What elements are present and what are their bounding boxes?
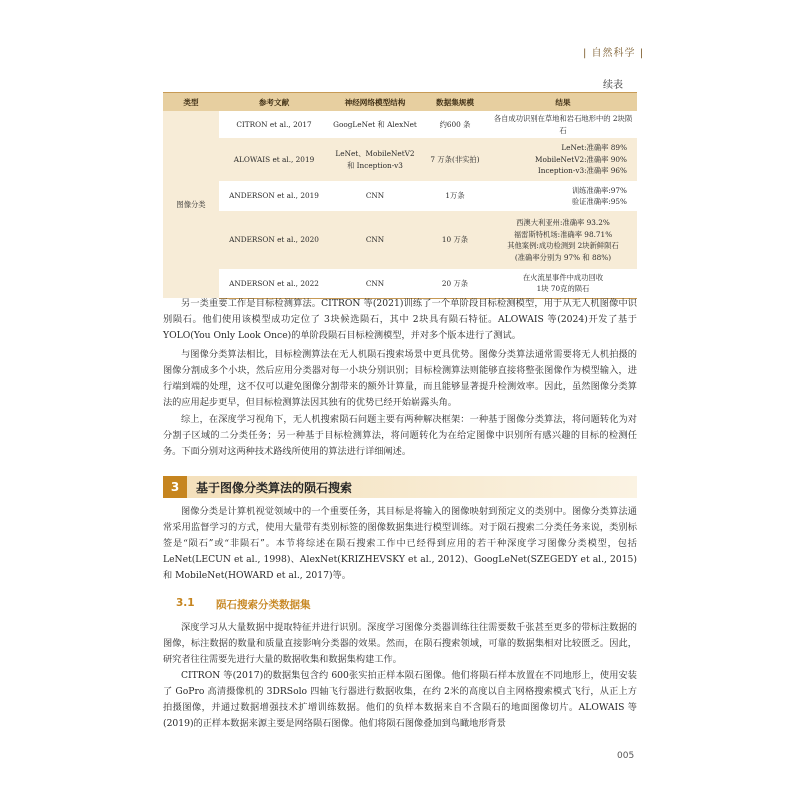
result-line: 训练准确率:97% [571,185,627,195]
row-dataset: 1万条 [445,191,465,201]
result-line: Inception-v3:准确率 96% [537,166,627,176]
model-line: CNN [365,278,385,288]
row-reference: ALOWAIS et al., 2019 [219,138,329,181]
subsection-title: 陨石搜索分类数据集 [216,599,311,611]
section-number: 3 [163,476,187,498]
table-continued-label: 续表 [603,80,623,91]
paragraph: 深度学习从大量数据中提取特征并进行识别。深度学习图像分类器训练往往需要数千张甚至更多的带标注数据的图像，标注数据的数量和质量直接影响分类器的效果。然而，在陨石搜索领域，可靠的数据集相对比较匮乏。因此，研究者往往需要先进行大量的数据收集和数据集构建工作。 [163,622,637,665]
result-line: (准确率分别为 97% 和 88%) [514,252,612,262]
row-reference: ANDERSON et al., 2019 [229,191,319,201]
running-head: | 自然科学 | [583,48,645,59]
row-reference: CITRON et al., 2017 [236,119,312,129]
table-row [163,138,637,181]
result-line: 在火流星事件中成功回收 [522,272,604,282]
row-reference: ANDERSON et al., 2022 [219,269,329,298]
table-header-row [163,93,637,112]
subsection-number: 3.1 [176,597,195,609]
row-result [489,269,637,298]
header-dataset: 数据集规模 [421,93,489,112]
table-row [163,181,637,211]
result-line: MobileNetV2:准确率 90% [535,154,627,164]
model-line: 和 Inception-v3 [347,160,403,170]
row-result [489,181,637,211]
table-row [163,211,637,269]
result-line: 验证准确率:95% [571,197,627,207]
result-line: 福雷斯特机场:准确率 98.71% [513,229,613,239]
paragraph: 图像分类是计算机视觉领域中的一个重要任务，其目标是将输入的图像映射到预定义的类别中。图像分类算法通常采用监督学习的方式，使用大量带有类别标签的图像数据集进行模型训练。对于陨石搜索二分类任务来说，类别标签是“陨石”或“非陨石”。本节将综述在陨石搜索工作中已经得到应用的若干种深度学习图像分类模型，包括 LeNet(LECUN et al., 1998)、AlexNet(KRIZHEVSKY et al., 2012)、GoogLeNet(SZEGEDY et al., 2015)和 MobileNet(HOWARD et al., 2017)等。 [163,506,637,581]
result-line: 1块 70克的陨石 [536,284,590,294]
row-dataset: 20 万条 [421,269,489,298]
model-line: CNN [365,191,385,201]
header-model: 神经网络模型结构 [329,93,421,112]
row-dataset: 10 万条 [421,211,489,269]
result-line: 各自成功识别在草地和岩石地形中的 2块陨石 [493,114,633,135]
section-title: 基于图像分类算法的陨石搜索 [196,481,353,495]
paragraph: 与图像分类算法相比，目标检测算法在无人机陨石搜索场景中更具优势。图像分类算法通常需要将无人机拍摄的图像分割成多个小块，然后应用分类器对每一小块分别识别；目标检测算法则能够直接将整张图像作为模型输入，进行端到端的处理，这不仅可以避免图像分割带来的额外计算量，而且能够显著提升检测效率。因此，虽然图像分类算法的应用起步更早，但目标检测算法因其独有的优势已经开始崭露头角。 [163,349,637,408]
header-reference: 参考文献 [219,93,329,112]
row-dataset: 约600 条 [439,119,471,129]
row-result [489,138,637,181]
model-line: GoogLeNet 和 AlexNet [333,119,417,129]
model-line: LeNet、MobileNetV2 [335,149,415,159]
row-dataset: 7 万条(非实拍) [421,138,489,181]
paragraph: CITRON 等(2017)的数据集包含约 600张实拍正样本陨石图像。他们将陨石样本放置在不同地形上，使用安装了 GoPro 高清摄像机的 3DRSolo 四轴飞行器进行数据收集，在约 2米的高度以自主网格搜索模式飞行，从正上方拍摄图像，并通过数据增强技术扩增训练数据。他们的负样本数据来自不含陨石的地面图像切片。ALOWAIS 等(2019)的正样本数据来源主要是网络陨石图像。他们将陨石图像叠加到鸟瞰地形背景 [163,670,637,729]
row-model [329,138,421,181]
header-result: 结果 [489,93,637,112]
row-result [489,211,637,269]
result-line: 其他案例:成功检测到 2块新鲜陨石 [507,241,619,251]
paragraph: 另一类重要工作是目标检测算法。CITRON 等(2021)训练了一个单阶段目标检测模型，用于从无人机图像中识别陨石。他们使用该模型成功定位了 3块候选陨石，其中 2块具有陨石特征。ALOWAIS 等(2024)开发了基于 YOLO(You Only Look Once)的单阶段陨石目标检测模型，并对多个版本进行了测试。 [163,298,637,341]
result-line: 西澳大利亚州:准确率 93.2% [516,218,610,227]
table-row [163,269,637,298]
row-model [329,111,421,138]
row-reference: ANDERSON et al., 2020 [219,211,329,269]
results-table [163,92,637,299]
row-model [329,269,421,298]
header-type: 类型 [163,93,219,112]
row-model [329,181,421,211]
row-model [329,211,421,269]
row-result [489,111,637,138]
model-line: CNN [365,235,385,245]
paragraph: 综上，在深度学习视角下，无人机搜索陨石问题主要有两种解决框架：一种基于图像分类算法，将问题转化为对分割子区域的二分类任务；另一种基于目标检测算法，将问题转化为在给定图像中识别所有感兴趣的目标的检测任务。下面分别对这两种技术路线所使用的算法进行详细阐述。 [163,414,637,457]
category-cell: 图像分类 [163,111,219,298]
table-row [163,111,637,138]
page-number: 005 [617,751,635,761]
result-line: LeNet:准确率 89% [561,143,627,153]
